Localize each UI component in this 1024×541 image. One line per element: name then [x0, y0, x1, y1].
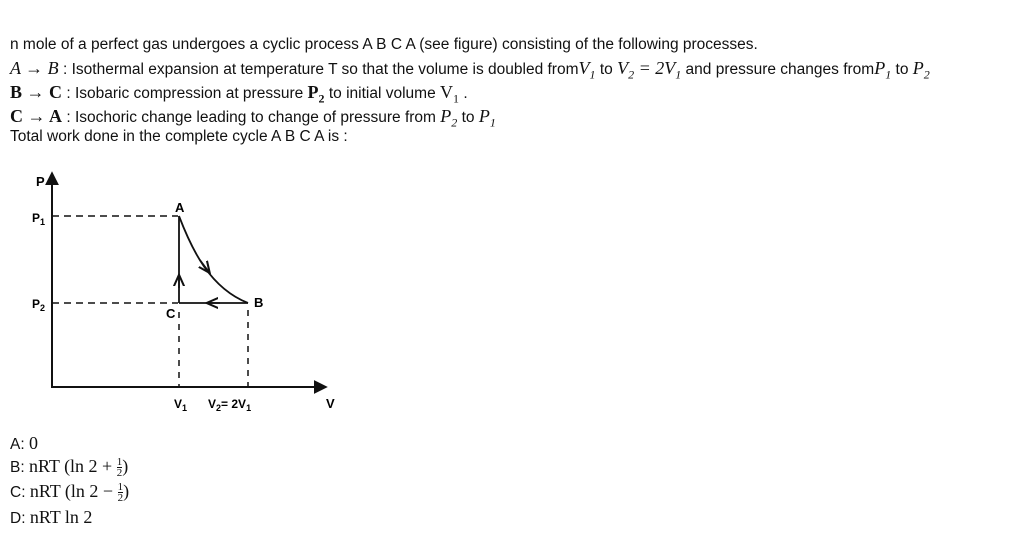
v1-roman-symbol: $V_1$: [440, 82, 459, 106]
p1-symbol: $P_1$: [874, 58, 892, 82]
option-c[interactable]: [10, 481, 129, 503]
step-a-b-text-a: : Isothermal expansion at temperature T so that the volume is doubled from: [62, 61, 579, 78]
p1-axis-label: $P_1$: [32, 211, 46, 227]
option-b-close: ): [122, 456, 129, 476]
option-b-text: nRT (ln 2 +: [28, 456, 117, 476]
step-c-to-a: [10, 106, 496, 131]
pv-diagram: [20, 160, 380, 420]
step-b-c-label: B → C: [10, 82, 63, 102]
option-b[interactable]: [10, 456, 128, 478]
option-c-text: nRT (ln 2 −: [29, 481, 118, 501]
option-b-letter: B:: [10, 459, 25, 476]
point-b-label: B: [254, 295, 264, 310]
p2-axis-label: $P_2$: [32, 297, 46, 313]
step-b-c-text-b: to initial volume: [328, 85, 436, 102]
step-c-a-label: C → A: [10, 106, 63, 126]
x-axis-label: V: [326, 396, 335, 411]
p2-symbol: $P_2$: [912, 58, 930, 82]
y-axis-label: P: [36, 174, 45, 189]
option-a-text: 0: [28, 433, 38, 453]
p2-symbol-2: $P_2$: [440, 106, 458, 130]
question-ask: Total work done in the complete cycle A B C A is :: [10, 128, 348, 145]
option-d-text: nRT ln 2: [29, 507, 93, 527]
step-b-c-text-a: : Isobaric compression at pressure: [66, 85, 304, 102]
step-c-a-to: to: [461, 109, 475, 126]
step-a-to-b: [10, 58, 930, 83]
option-a[interactable]: [10, 433, 38, 454]
option-d[interactable]: [10, 507, 92, 528]
v2-expression: $V_2 = 2V_1$: [617, 58, 682, 82]
option-c-close: ): [123, 481, 130, 501]
option-c-letter: C:: [10, 484, 26, 501]
v1-tick-label: $V_1$: [174, 397, 188, 413]
isothermal-curve-ab: [179, 216, 248, 303]
step-b-to-c: [10, 82, 468, 107]
v1-symbol: $V_1$: [578, 58, 596, 82]
option-c-fraction: $\frac{1}{2}$: [117, 481, 124, 505]
v2-tick-label: $V_2= 2V_1$: [208, 397, 252, 413]
step-b-c-end: .: [463, 85, 468, 102]
p2-bold-symbol: $P_2$: [307, 82, 325, 106]
step-a-b-to2: to: [895, 61, 909, 78]
option-d-letter: D:: [10, 510, 26, 527]
step-a-b-to1: to: [599, 61, 613, 78]
step-a-b-label: A → B: [10, 58, 59, 78]
point-a-label: A: [175, 200, 185, 215]
option-a-letter: A:: [10, 436, 25, 453]
option-b-fraction: $\frac{1}{2}$: [116, 456, 123, 480]
p1-symbol-2: $P_1$: [478, 106, 496, 130]
arrow-ab: [200, 260, 209, 272]
step-a-b-text-b: and pressure changes from: [685, 61, 875, 78]
question-intro: n mole of a perfect gas undergoes a cyclic process A B C A (see figure) consisting of the following processes.: [10, 36, 758, 53]
step-c-a-text-a: : Isochoric change leading to change of pressure from: [66, 109, 436, 126]
point-c-label: C: [166, 306, 176, 321]
